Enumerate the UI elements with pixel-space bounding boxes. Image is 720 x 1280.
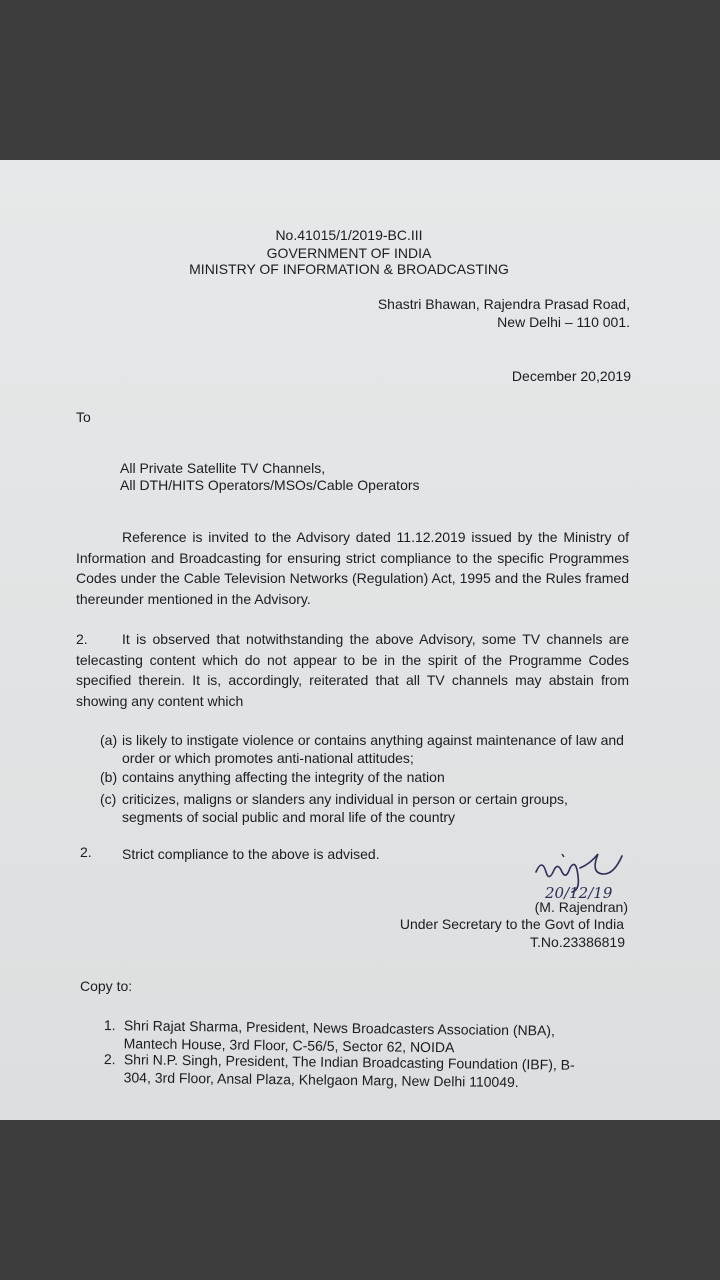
signatory-name: (M. Rajendran) (534, 899, 628, 915)
letter-date: December 20,2019 (511, 368, 631, 384)
address-line-2: New Delhi – 110 001. (497, 314, 630, 330)
paragraph-2-text: It is observed that notwithstanding the above Advisory, some TV channels are telecasting content which do not appear to be in the spirit of the Programme Codes specified therein. It is, accordingly, reiterated that all TV channels may abstain from showing any content which (76, 631, 629, 709)
copy-to-label: Copy to: (80, 978, 133, 994)
paragraph-1 (76, 527, 629, 609)
paragraph-2-number: 2. (76, 631, 88, 647)
government-heading: GOVERNMENT OF INDIA (266, 245, 432, 261)
clause-label: (a) (100, 732, 118, 748)
copy-item-line-1: Shri N.P. Singh, President, The Indian Broadcasting Foundation (IBF), B- (123, 1051, 575, 1073)
clause-label: (c) (100, 791, 117, 807)
copy-item-number: 2. (103, 1051, 116, 1068)
paragraph-1-text: Reference is invited to the Advisory dated 11.12.2019 issued by the Ministry of Information and Broadcasting for ensuring strict compliance to the specific Programmes Codes under the Cable Television Networks (Regulation) Act, 1995 and the Rules framed thereunder mentioned in the Advisory. (76, 529, 629, 607)
clause-text: contains anything affecting the integrity of the nation (122, 769, 445, 785)
paragraph-3-number: 2. (80, 844, 92, 860)
recipient-line-2: All DTH/HITS Operators/MSOs/Cable Operators (120, 477, 420, 493)
letter-document (0, 160, 720, 1120)
clause-text: is likely to instigate violence or contains anything against maintenance of law and order or which promotes anti-national attitudes; (122, 732, 624, 766)
to-label: To (76, 409, 91, 425)
clause-text: criticizes, maligns or slanders any individual in person or certain groups, segments of social public and moral life of the country (122, 791, 568, 825)
paragraph-3-text: Strict compliance to the above is advised. (122, 846, 380, 862)
copy-item-line-2: Mantech House, 3rd Floor, C-56/5, Sector 62, NOIDA (123, 1035, 455, 1056)
address-line-1: Shastri Bhawan, Rajendra Prasad Road, (377, 296, 630, 312)
copy-item-number: 1. (103, 1016, 116, 1034)
clause-label: (b) (100, 769, 118, 785)
copy-item-line-1: Shri Rajat Sharma, President, News Broadcasters Association (NBA), (123, 1017, 556, 1039)
ministry-heading: MINISTRY OF INFORMATION & BROADCASTING (189, 261, 509, 277)
clause-a (100, 731, 630, 767)
signatory-title: Under Secretary to the Govt of India (399, 916, 624, 932)
signatory-phone: T.No.23386819 (530, 934, 625, 950)
recipient-line-1: All Private Satellite TV Channels, (120, 460, 326, 476)
copy-item-2 (104, 1050, 634, 1092)
reference-number: No.41015/1/2019-BC.III (275, 227, 423, 243)
clause-c (100, 790, 630, 826)
signature-date: 20/12/19 (545, 884, 613, 902)
paragraph-2 (76, 629, 629, 711)
clause-b (100, 768, 630, 786)
copy-item-line-2: 304, 3rd Floor, Ansal Plaza, Khelgaon Marg, New Delhi 110049. (123, 1069, 519, 1091)
